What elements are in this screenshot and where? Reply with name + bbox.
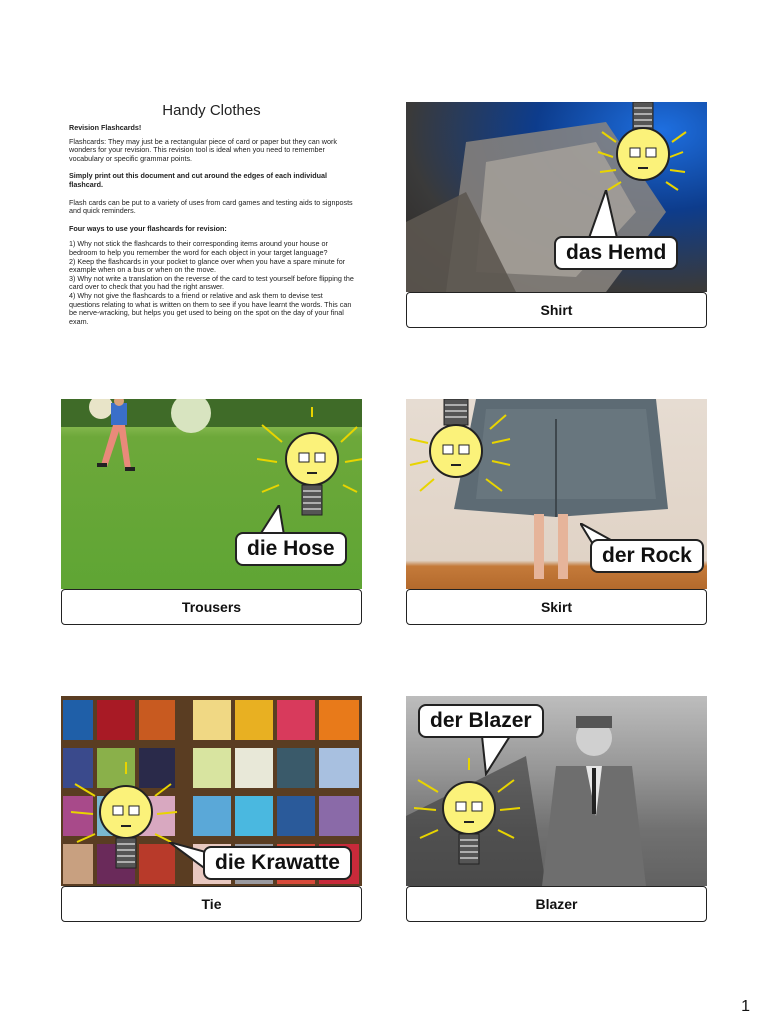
- intro-para-2: Simply print out this document and cut around the edges of each individual flashcard.: [69, 171, 327, 189]
- intro-slide: [61, 102, 362, 328]
- intro-tip-4: 4) Why not give the flashcards to a friend or relative and ask them to devise test questions relating to what is written on them to see if you have learnt the words. This can be nerve-wracking, but helps you get used to being on the spot on the day of your final exam.: [69, 290, 352, 326]
- intro-para-4: Four ways to use your flashcards for revision:: [69, 223, 227, 233]
- speech-tail: [581, 190, 621, 240]
- speech-tail: [476, 736, 516, 776]
- german-word-bubble: das Hemd: [554, 236, 678, 270]
- intro-para-1: Flashcards: They may just be a rectangular piece of card or paper but they can work wonders for your revision. This revision tool is ideal when you need to remember vocabulary or specific grammar points.: [69, 136, 337, 163]
- english-caption: Trousers: [61, 589, 362, 625]
- lightbulb-icon: [406, 399, 516, 509]
- intro-tip-3: 3) Why not write a translation on the reverse of the card to test yourself before flipping the card over to check that you had the right answer.: [69, 273, 354, 292]
- flashcard-trousers: [61, 399, 362, 625]
- intro-para-3: Flash cards can be put to a variety of uses from card games and testing aids to signposts and quick reminders.: [69, 197, 353, 216]
- page-number: 1: [741, 998, 750, 1015]
- flashcard-skirt: [406, 399, 707, 625]
- english-caption: Skirt: [406, 589, 707, 625]
- german-word-bubble: der Blazer: [418, 704, 544, 738]
- lightbulb-icon: [414, 758, 524, 878]
- intro-tip-2: 2) Keep the flashcards in your pocket to glance over when you have a spare minute for example when on a bus or when on the move.: [69, 256, 346, 275]
- intro-heading: Revision Flashcards!: [69, 123, 142, 132]
- german-word-bubble: der Rock: [590, 539, 704, 573]
- flashcard-shirt: [406, 102, 707, 328]
- flashcard-blazer: [406, 696, 707, 922]
- intro-tip-1: 1) Why not stick the flashcards to their corresponding items around your house or bedroom to help you remember the word for each object in your target language?: [69, 239, 328, 257]
- german-word-bubble: die Krawatte: [203, 846, 352, 880]
- english-caption: Tie: [61, 886, 362, 922]
- english-caption: Blazer: [406, 886, 707, 922]
- intro-title: Handy Clothes: [162, 102, 261, 119]
- lightbulb-icon: [71, 762, 181, 882]
- flashcard-tie: [61, 696, 362, 922]
- english-caption: Shirt: [406, 292, 707, 328]
- german-word-bubble: die Hose: [235, 532, 347, 566]
